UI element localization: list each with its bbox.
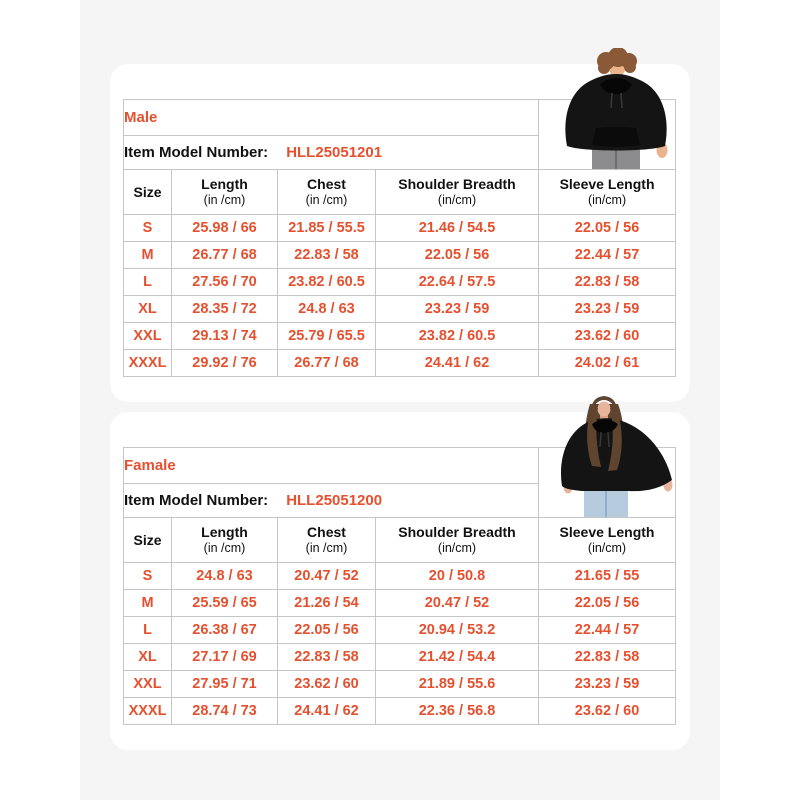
size-cell: M [124,590,172,617]
shoulder-cell: 22.05 / 56 [376,242,539,269]
shoulder-cell: 21.46 / 54.5 [376,215,539,242]
col-header-sleeve: Sleeve Length (in/cm) [539,518,676,563]
length-cell: 29.92 / 76 [172,350,278,377]
size-cell: XXL [124,323,172,350]
female-row-s [124,563,676,590]
sleeve-cell: 22.83 / 58 [539,269,676,296]
male-row-xl [124,296,676,323]
length-cell: 27.95 / 71 [172,671,278,698]
col-header-shoulder: Shoulder Breadth (in/cm) [376,518,539,563]
size-cell: S [124,215,172,242]
female-face [598,402,611,417]
shoulder-cell: 20 / 50.8 [376,563,539,590]
size-cell: L [124,617,172,644]
chest-cell: 23.62 / 60 [278,671,376,698]
male-row-xxl [124,323,676,350]
shoulder-cell: 23.82 / 60.5 [376,323,539,350]
male-row-xxxl [124,350,676,377]
item-model-number-label: Item Model Number: [124,144,269,161]
sleeve-cell: 22.83 / 58 [539,644,676,671]
col-header-chest: Chest (in /cm) [278,170,376,215]
chest-cell: 21.26 / 54 [278,590,376,617]
shoulder-cell: 24.41 / 62 [376,350,539,377]
female-row-xxl [124,671,676,698]
sleeve-cell: 21.65 / 55 [539,563,676,590]
size-cell: M [124,242,172,269]
col-header-length: Length (in /cm) [172,518,278,563]
chest-cell: 23.82 / 60.5 [278,269,376,296]
male-row-m [124,242,676,269]
length-cell: 25.59 / 65 [172,590,278,617]
size-cell: XXXL [124,698,172,725]
chest-cell: 20.47 / 52 [278,563,376,590]
sleeve-cell: 22.05 / 56 [539,215,676,242]
length-cell: 27.17 / 69 [172,644,278,671]
chest-cell: 21.85 / 55.5 [278,215,376,242]
male-pocket [592,127,640,147]
male-model-photo [540,48,692,169]
col-header-length: Length (in /cm) [172,170,278,215]
female-table-title: Famale [124,448,539,484]
length-cell: 26.38 / 67 [172,617,278,644]
chest-cell: 22.83 / 58 [278,242,376,269]
male-row-l [124,269,676,296]
size-cell: L [124,269,172,296]
col-header-sleeve: Sleeve Length (in/cm) [539,170,676,215]
shoulder-cell: 23.23 / 59 [376,296,539,323]
chest-cell: 25.79 / 65.5 [278,323,376,350]
shoulder-cell: 21.42 / 54.4 [376,644,539,671]
length-cell: 24.8 / 63 [172,563,278,590]
chest-cell: 24.8 / 63 [278,296,376,323]
female-row-xxxl [124,698,676,725]
length-cell: 27.56 / 70 [172,269,278,296]
shoulder-cell: 22.36 / 56.8 [376,698,539,725]
shoulder-cell: 20.47 / 52 [376,590,539,617]
male-row-s [124,215,676,242]
size-cell: S [124,563,172,590]
size-cell: XL [124,644,172,671]
length-cell: 29.13 / 74 [172,323,278,350]
col-header-size: Size [124,170,172,215]
male-item-model-number [124,136,539,170]
chest-cell: 22.83 / 58 [278,644,376,671]
sleeve-cell: 22.44 / 57 [539,242,676,269]
shoulder-cell: 22.64 / 57.5 [376,269,539,296]
sleeve-cell: 24.02 / 61 [539,350,676,377]
chest-cell: 26.77 / 68 [278,350,376,377]
male-column-headers [124,170,676,215]
sleeve-cell: 23.23 / 59 [539,296,676,323]
chest-cell: 22.05 / 56 [278,617,376,644]
female-row-l [124,617,676,644]
item-model-number-label: Item Model Number: [124,492,269,509]
item-model-number-value: HLL25051200 [286,492,383,509]
col-header-chest: Chest (in /cm) [278,518,376,563]
length-cell: 28.74 / 73 [172,698,278,725]
length-cell: 25.98 / 66 [172,215,278,242]
shoulder-cell: 21.89 / 55.6 [376,671,539,698]
sleeve-cell: 22.05 / 56 [539,590,676,617]
size-cell: XXL [124,671,172,698]
chest-cell: 24.41 / 62 [278,698,376,725]
length-cell: 26.77 / 68 [172,242,278,269]
col-header-size: Size [124,518,172,563]
female-row-m [124,590,676,617]
female-row-xl [124,644,676,671]
shoulder-cell: 20.94 / 53.2 [376,617,539,644]
female-model-photo [548,390,690,517]
female-item-model-number [124,484,539,518]
length-cell: 28.35 / 72 [172,296,278,323]
female-column-headers [124,518,676,563]
sleeve-cell: 23.23 / 59 [539,671,676,698]
sleeve-cell: 22.44 / 57 [539,617,676,644]
sleeve-cell: 23.62 / 60 [539,323,676,350]
sleeve-cell: 23.62 / 60 [539,698,676,725]
size-cell: XL [124,296,172,323]
background-panel [80,0,720,800]
size-cell: XXXL [124,350,172,377]
item-model-number-value: HLL25051201 [286,144,383,161]
col-header-shoulder: Shoulder Breadth (in/cm) [376,170,539,215]
male-table-title: Male [124,100,539,136]
